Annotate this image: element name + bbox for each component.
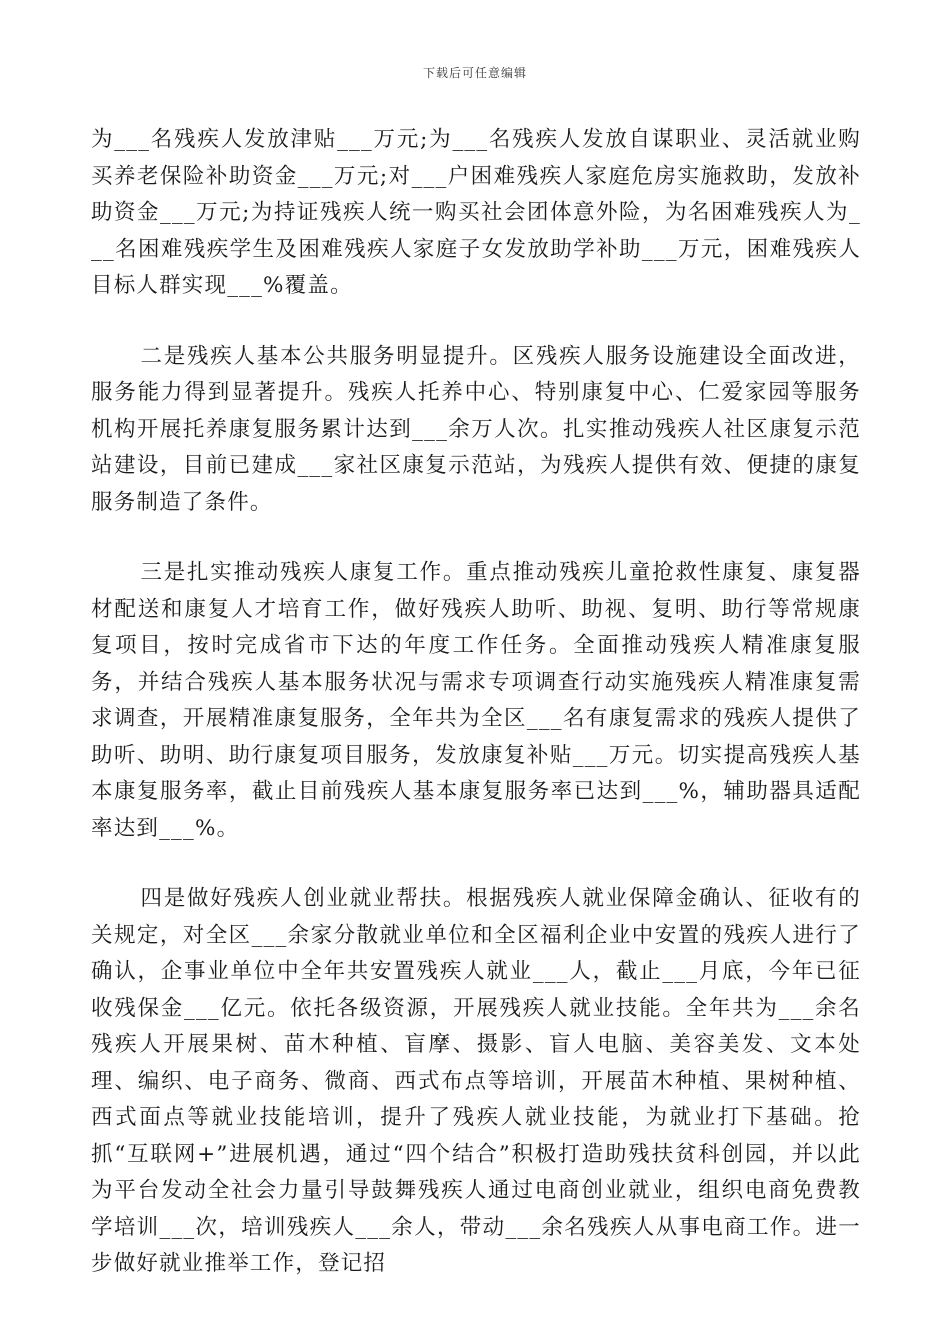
page-header-note: 下载后可任意编辑: [422, 66, 527, 80]
paragraph-rehabilitation: 三是扎实推动残疾人康复工作。重点推动残疾儿童抢救性康复、康复器材配送和康复人才培育工作，做好残疾人助听、助视、复明、助行等常规康复项目，按时完成省市下达的年度工作任务。全面推动残疾人精准康复服务，并结合残疾人基本服务状况与需求专项调查行动实施残疾人精准康复需求调查，开展精准康复服务，全年共为全区___名有康复需求的残疾人提供了助听、助明、助行康复项目服务，发放康复补贴___万元。切实提高残疾人基本康复服务率，截止目前残疾人基本康复服务率已达到___%，辅助器具适配率达到___%。: [91, 560, 861, 841]
paragraph-subsidies: 为___名残疾人发放津贴___万元;为___名残疾人发放自谋职业、灵活就业购买养老保险补助资金___万元;对___户困难残疾人家庭危房实施救助，发放补助资金___万元;为持证残疾人统一购买社会团体意外险，为名困难残疾人为___名困难残疾学生及困难残疾人家庭子女发放助学补助___万元，困难残疾人目标人群实现___%覆盖。: [91, 127, 861, 298]
paragraph-public-services: 二是残疾人基本公共服务明显提升。区残疾人服务设施建设全面改进，服务能力得到显著提升。残疾人托养中心、特别康复中心、仁爱家园等服务机构开展托养康复服务累计达到___余万人次。扎实推动残疾人社区康复示范站建设，目前已建成___家社区康复示范站，为残疾人提供有效、便捷的康复服务制造了条件。: [91, 343, 861, 515]
document-body: [91, 122, 861, 1317]
paragraph-employment: 四是做好残疾人创业就业帮扶。根据残疾人就业保障金确认、征收有的关规定，对全区___余家分散就业单位和全区福利企业中安置的残疾人进行了确认，企事业单位中全年共安置残疾人就业___人，截止___月底，今年已征收残保金___亿元。依托各级资源，开展残疾人就业技能。全年共为___余名残疾人开展果树、苗木种植、盲摩、摄影、盲人电脑、美容美发、文本处理、编织、电子商务、微商、西式布点等培训，开展苗木种植、果树种植、西式面点等就业技能培训，提升了残疾人就业技能，为就业打下基础。抢抓“互联网+”进展机遇，通过“四个结合”积极打造助残扶贫科创园，并以此为平台发动全社会力量引导鼓舞残疾人通过电商创业就业，组织电商免费教学培训___次，培训残疾人___余人，带动___余名残疾人从事电商工作。进一步做好就业推举工作，登记招: [91, 886, 861, 1276]
